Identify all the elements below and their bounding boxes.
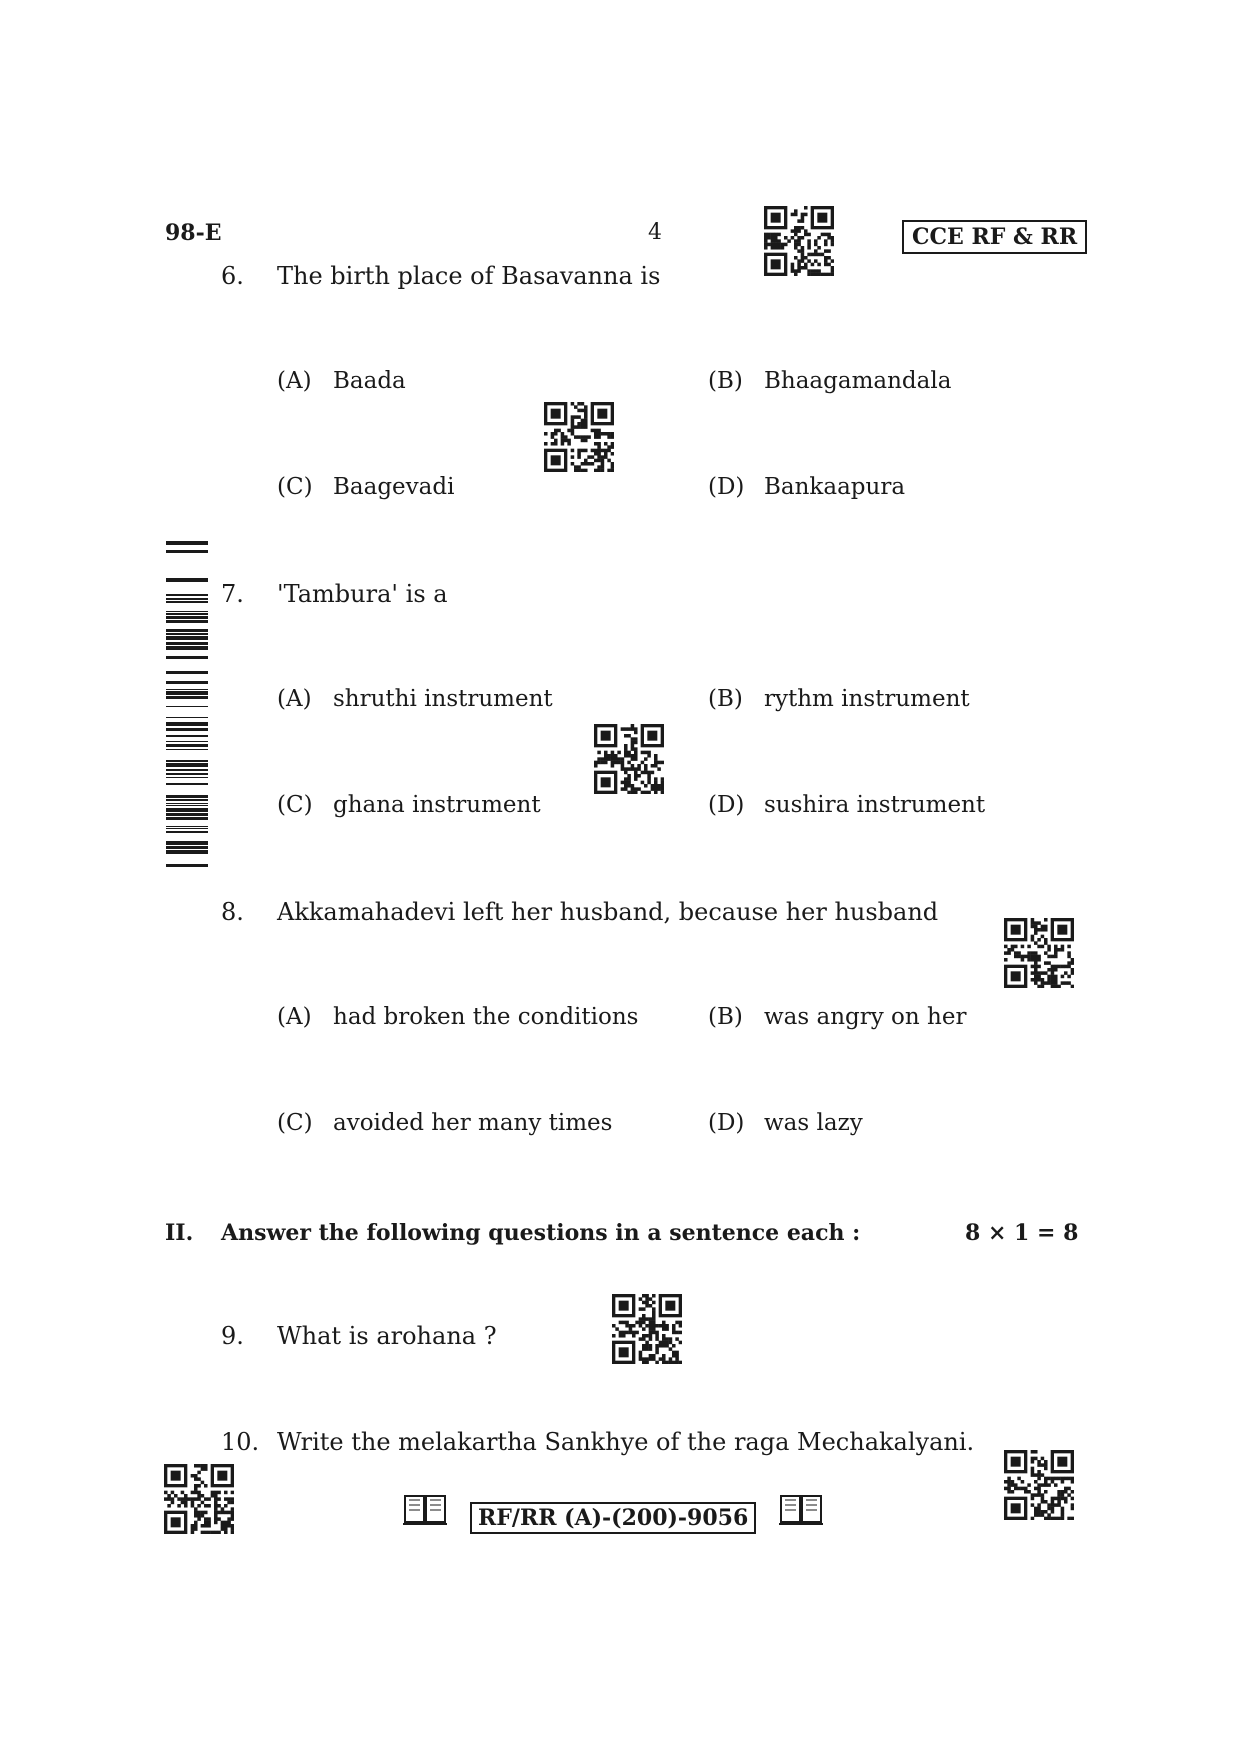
barcode-icon (166, 535, 208, 870)
option-text: avoided her many times (333, 1110, 613, 1136)
option-text: Baada (333, 368, 406, 394)
option-letter: (A) (277, 1004, 312, 1030)
book-icon (778, 1490, 824, 1526)
option-text: had broken the conditions (333, 1004, 639, 1030)
option-text: Bhaagamandala (764, 368, 952, 394)
question-text: Write the melakartha Sankhye of the raga Mechakalyani. (277, 1428, 975, 1456)
qr-code-icon (164, 1464, 234, 1534)
option-letter: (B) (708, 368, 743, 394)
question-number: 7. (221, 580, 244, 608)
option-text: was lazy (764, 1110, 863, 1136)
qr-code-icon (612, 1294, 682, 1364)
option-letter: (C) (277, 792, 313, 818)
section-number: II. (165, 1220, 194, 1246)
option-text: sushira instrument (764, 792, 986, 818)
question-text: Akkamahadevi left her husband, because her husband (277, 898, 939, 926)
section-marks: 8 × 1 = 8 (965, 1220, 1079, 1246)
option-letter: (A) (277, 368, 312, 394)
option-letter: (C) (277, 474, 313, 500)
question-number: 6. (221, 262, 244, 290)
option-text: shruthi instrument (333, 686, 553, 712)
qr-code-icon (544, 402, 614, 472)
qr-code-icon (594, 724, 664, 794)
option-letter: (C) (277, 1110, 313, 1136)
exam-tag: CCE RF & RR (902, 220, 1087, 254)
page-number: 4 (648, 220, 662, 245)
question-text: The birth place of Basavanna is (277, 262, 661, 290)
question-number: 9. (221, 1322, 244, 1350)
qr-code-icon (764, 206, 834, 276)
option-letter: (A) (277, 686, 312, 712)
option-text: Baagevadi (333, 474, 455, 500)
question-text: 'Tambura' is a (277, 580, 448, 608)
question-number: 10. (221, 1428, 260, 1456)
qr-code-icon (1004, 918, 1074, 988)
option-letter: (B) (708, 1004, 743, 1030)
option-letter: (D) (708, 1110, 745, 1136)
section-instruction: Answer the following questions in a sentence each : (221, 1220, 861, 1246)
option-text: ghana instrument (333, 792, 541, 818)
option-text: Bankaapura (764, 474, 906, 500)
book-icon (402, 1490, 448, 1526)
question-text: What is arohana ? (277, 1322, 497, 1350)
question-number: 8. (221, 898, 244, 926)
paper-code: 98-E (165, 220, 222, 246)
option-letter: (B) (708, 686, 743, 712)
option-letter: (D) (708, 474, 745, 500)
option-text: rythm instrument (764, 686, 970, 712)
qr-code-icon (1004, 1450, 1074, 1520)
option-letter: (D) (708, 792, 745, 818)
option-text: was angry on her (764, 1004, 967, 1030)
footer-code: RF/RR (A)-(200)-9056 (470, 1502, 756, 1534)
